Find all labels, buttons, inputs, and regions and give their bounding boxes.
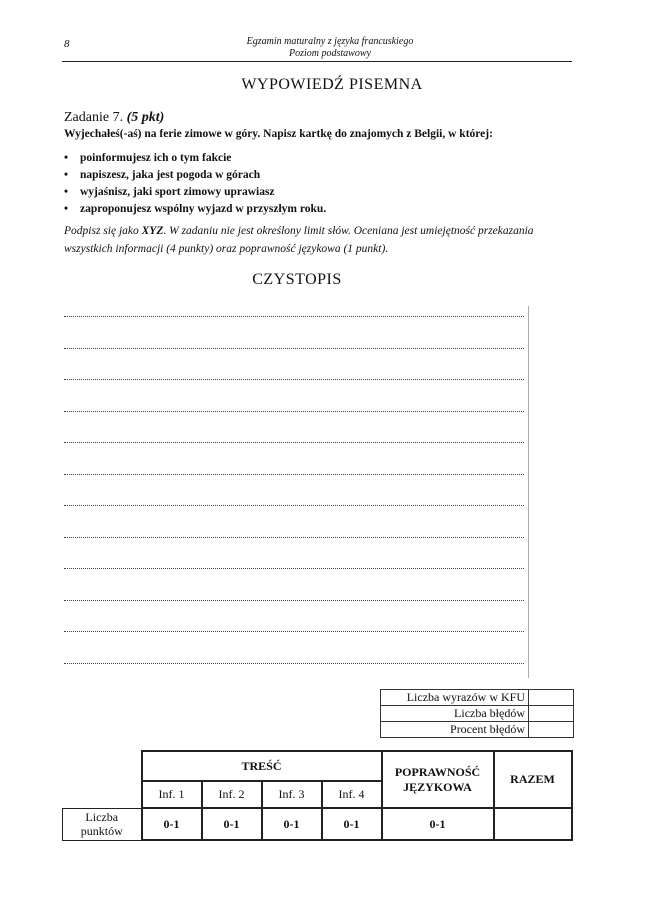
writing-line[interactable] [64,379,524,380]
writing-line[interactable] [64,631,524,632]
error-count-label: Liczba błędów [381,706,529,722]
error-count-cell[interactable] [529,706,574,722]
task-note [64,222,576,258]
inf-2-score[interactable]: 0-1 [202,808,262,840]
header-level: Poziom podstawowy [289,48,371,59]
page-number: 8 [64,38,70,50]
task-bullet: • wyjaśnisz, jaki sport zimowy uprawiasz [64,184,326,201]
word-count-cell[interactable] [529,690,574,706]
total-score[interactable] [494,808,572,840]
points-row-label: Liczba punktów [63,808,142,840]
note-post: . W zadaniu nie jest określony limit słów. Oceniana jest umiejętność przekazania wszystkich informacji (4 punkty) oraz poprawność językowa (1 punkt). [64,225,534,255]
writing-line[interactable] [64,505,524,506]
task-bullet: • napiszesz, jaka jest pogoda w górach [64,167,326,184]
grid-corner [63,751,142,781]
scoring-grid [62,750,573,841]
inf-1-score[interactable]: 0-1 [142,808,202,840]
writing-line[interactable] [64,316,524,317]
clean-copy-title: CZYSTOPIS [252,271,342,288]
task-label: Zadanie 7. [64,110,124,125]
task-instruction: Wyjechałeś(-aś) na ferie zimowe w góry. Napisz kartkę do znajomych z Belgii, w której: [64,128,493,140]
task-heading [64,110,164,126]
inf-4-header: Inf. 4 [322,781,382,808]
task-bullet: • poinformujesz ich o tym fakcie [64,150,326,167]
writing-line[interactable] [64,348,524,349]
error-percent-cell[interactable] [529,722,574,738]
inf-1-header: Inf. 1 [142,781,202,808]
writing-line[interactable] [64,663,524,664]
header-exam-title: Egzamin maturalny z języka francuskiego [246,36,414,47]
task-bullet: • zaproponujesz wspólny wyjazd w przyszłym roku. [64,201,326,218]
task-bullet-list [64,150,326,218]
inf-4-score[interactable]: 0-1 [322,808,382,840]
writing-line[interactable] [64,474,524,475]
writing-line[interactable] [64,442,524,443]
inf-3-score[interactable]: 0-1 [262,808,322,840]
grid-corner-2 [63,781,142,808]
inf-3-header: Inf. 3 [262,781,322,808]
error-percent-label: Procent błędów [381,722,529,738]
margin-line [528,306,529,678]
error-count-table [380,689,574,738]
writing-line[interactable] [64,600,524,601]
writing-line[interactable] [64,411,524,412]
writing-line[interactable] [64,568,524,569]
correctness-score[interactable]: 0-1 [382,808,494,840]
correctness-header: POPRAWNOŚĆ JĘZYKOWA [382,751,494,808]
inf-2-header: Inf. 2 [202,781,262,808]
note-signature: XYZ [141,225,164,237]
word-count-label: Liczba wyrazów w KFU [381,690,529,706]
page-title: WYPOWIEDŹ PISEMNA [241,76,423,93]
total-header: RAZEM [494,751,572,808]
note-pre: Podpisz się jako [64,225,142,237]
content-header: TREŚĆ [142,751,382,781]
task-points: (5 pkt) [126,110,165,125]
header-rule [62,61,572,62]
writing-line[interactable] [64,537,524,538]
page-header [200,36,460,60]
